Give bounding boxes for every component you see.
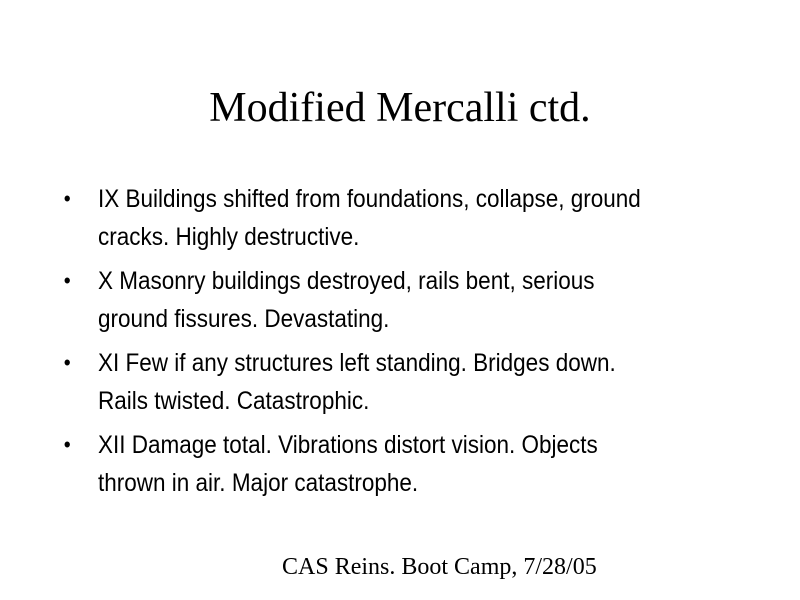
- bullet-icon: •: [63, 432, 71, 457]
- bullet-item: [62, 344, 665, 420]
- bullet-text: XI Few if any structures left standing. Bridges down. Rails twisted. Catastrophic.: [98, 349, 616, 415]
- bullet-icon: •: [63, 350, 71, 375]
- bullet-text: IX Buildings shifted from foundations, collapse, ground cracks. Highly destructive.: [98, 185, 641, 251]
- bullet-text: X Masonry buildings destroyed, rails bent, serious ground fissures. Devastating.: [98, 267, 595, 333]
- bullet-icon: •: [63, 186, 71, 211]
- bullet-list: [62, 180, 665, 508]
- bullet-text: XII Damage total. Vibrations distort vision. Objects thrown in air. Major catastrophe.: [98, 431, 598, 497]
- bullet-item: [62, 180, 665, 256]
- bullet-item: [62, 426, 665, 502]
- bullet-item: [62, 262, 665, 338]
- slide-title: Modified Mercalli ctd.: [209, 85, 591, 131]
- slide-footer: CAS Reins. Boot Camp, 7/28/05: [282, 554, 597, 580]
- bullet-icon: •: [63, 268, 71, 293]
